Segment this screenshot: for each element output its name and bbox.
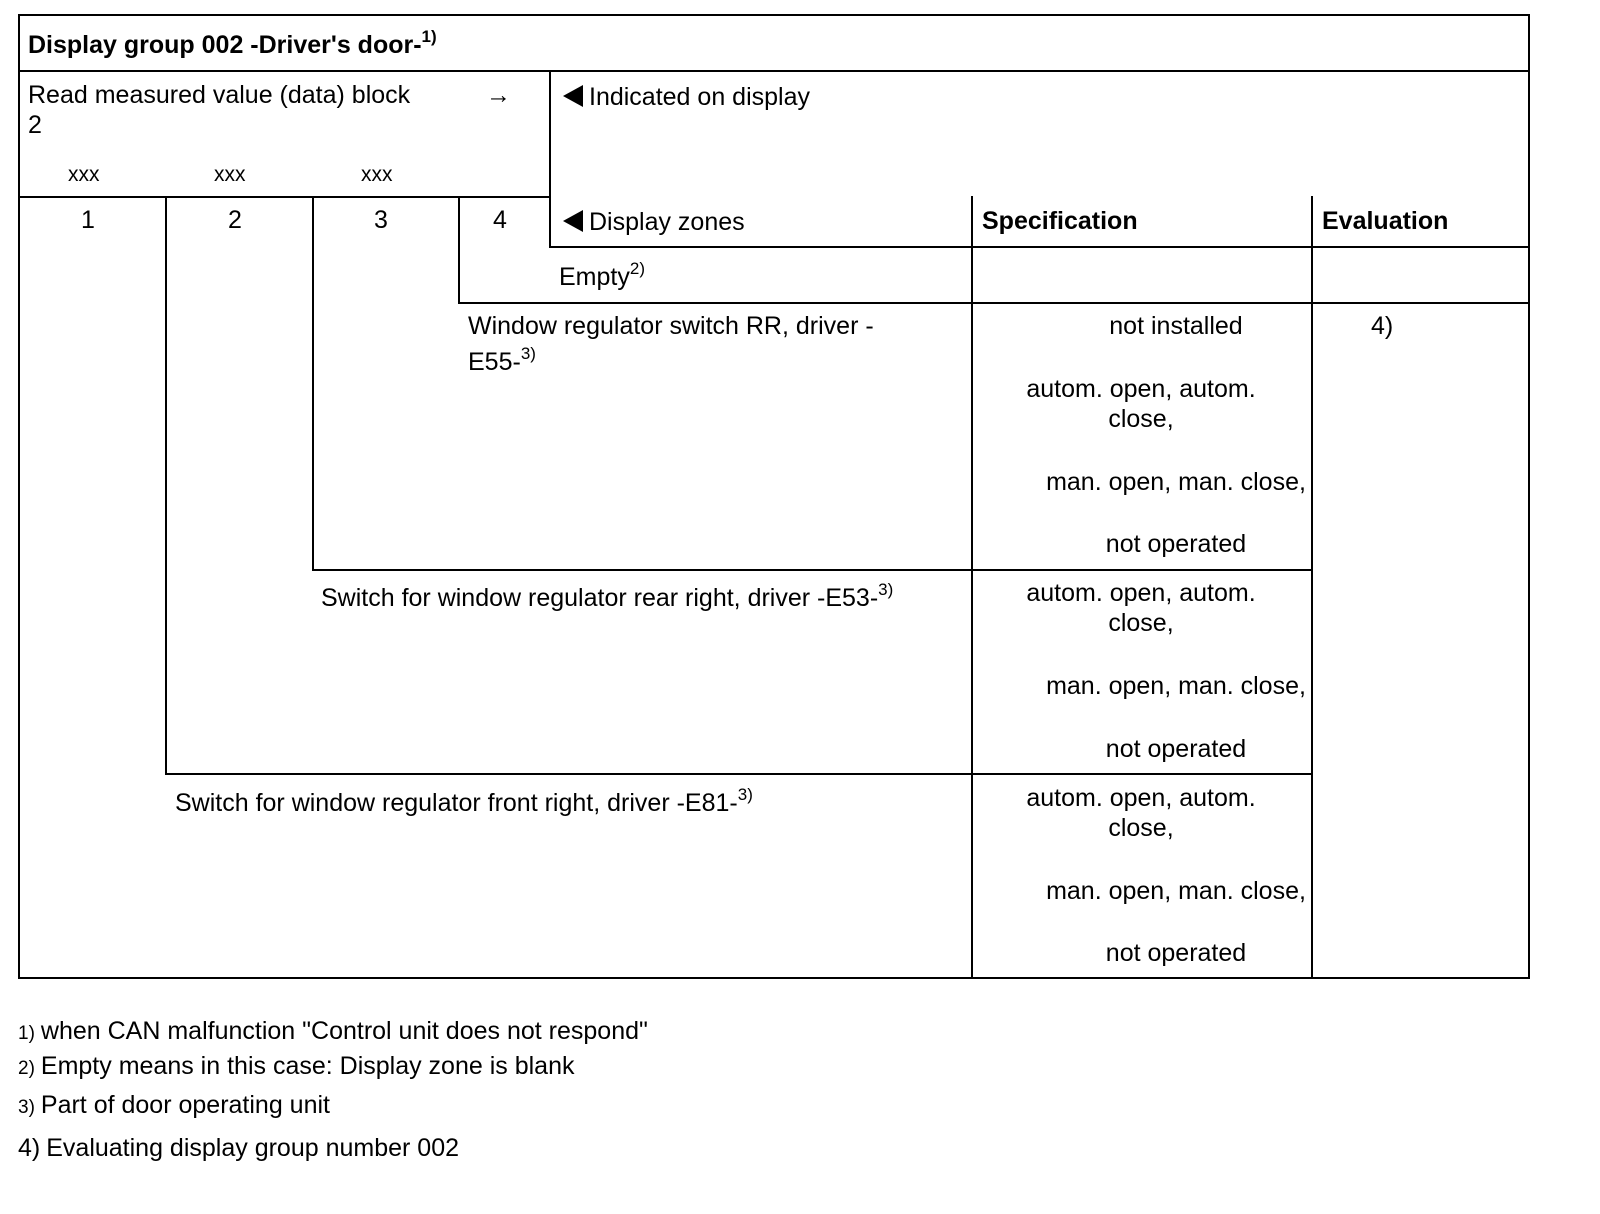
zone2-label	[321, 579, 894, 613]
column-number-2: 2	[228, 206, 242, 234]
column-number-4: 4	[493, 206, 507, 234]
evaluation-header: Evaluation	[1322, 207, 1449, 235]
footnote-3	[18, 1090, 330, 1123]
column-number-3: 3	[374, 206, 388, 234]
footnote-4-text: Evaluating display group number 002	[46, 1134, 460, 1162]
zone4-footnote-ref: 2)	[629, 258, 645, 278]
indicated-on-display	[563, 82, 810, 112]
footnote-3-text: Part of door operating unit	[40, 1091, 330, 1119]
zone3-spec-3: man. open, man. close,	[1046, 468, 1306, 496]
read-block-label: Read measured value (data) block	[28, 81, 411, 109]
zone1-footnote-ref: 3)	[737, 784, 753, 804]
zone2-text: Switch for window regulator rear right, driver -E53-	[321, 584, 879, 612]
footnote-2	[18, 1051, 574, 1084]
pointer-triangle-icon	[563, 210, 583, 232]
zone3-label-line1: Window regulator switch RR, driver -	[468, 312, 874, 340]
footnote-2-mark: 2)	[18, 1058, 35, 1079]
zone2-footnote-ref: 3)	[878, 579, 894, 599]
zone2-spec-2: man. open, man. close,	[1046, 672, 1306, 700]
zone3-text: E55-	[468, 348, 521, 376]
arrow-right-icon: →	[486, 81, 511, 109]
indicated-label: Indicated on display	[589, 83, 810, 111]
zone2-spec-3: not operated	[1105, 735, 1247, 763]
footnote-3-mark: 3)	[18, 1097, 35, 1118]
zone3-footnote-ref: 3)	[520, 343, 536, 363]
footnote-2-text: Empty means in this case: Display zone is blank	[40, 1052, 575, 1080]
zone3-spec-4: not operated	[1105, 530, 1247, 558]
zone1-label	[175, 784, 753, 818]
zone3-spec-2: autom. open, autom. close,	[1026, 375, 1256, 433]
footnote-1-text: when CAN malfunction "Control unit does not respond"	[40, 1017, 648, 1045]
footnote-1-mark: 1)	[18, 1023, 35, 1044]
zone1-text: Switch for window regulator front right, driver -E81-	[175, 789, 738, 817]
placeholder-1: xxx	[68, 163, 100, 186]
zone3-label-line2	[468, 343, 536, 377]
zone3-spec-1: not installed	[1109, 312, 1243, 340]
read-block-number: 2	[28, 111, 42, 139]
specification-header: Specification	[982, 207, 1138, 235]
footnote-4-mark: 4)	[18, 1134, 41, 1162]
display-zones-label: Display zones	[589, 208, 745, 236]
zone4-text: Empty	[559, 263, 630, 291]
zone4-label	[559, 258, 645, 292]
table-title-text: Display group 002 -Driver's door-	[28, 31, 422, 59]
zone1-spec-2: man. open, man. close,	[1046, 877, 1306, 905]
display-zones-header	[563, 207, 745, 237]
evaluation-ref: 4)	[1371, 312, 1394, 340]
column-number-1: 1	[81, 206, 95, 234]
footnote-4	[18, 1133, 459, 1163]
zone1-spec-1: autom. open, autom. close,	[1026, 784, 1256, 842]
zone2-spec-1: autom. open, autom. close,	[1026, 579, 1256, 637]
table-title	[28, 26, 437, 60]
pointer-triangle-icon	[563, 85, 583, 107]
footnote-1	[18, 1016, 648, 1049]
placeholder-3: xxx	[361, 163, 393, 186]
placeholder-2: xxx	[214, 163, 246, 186]
title-footnote-ref: 1)	[421, 26, 437, 46]
zone1-spec-3: not operated	[1105, 939, 1247, 967]
